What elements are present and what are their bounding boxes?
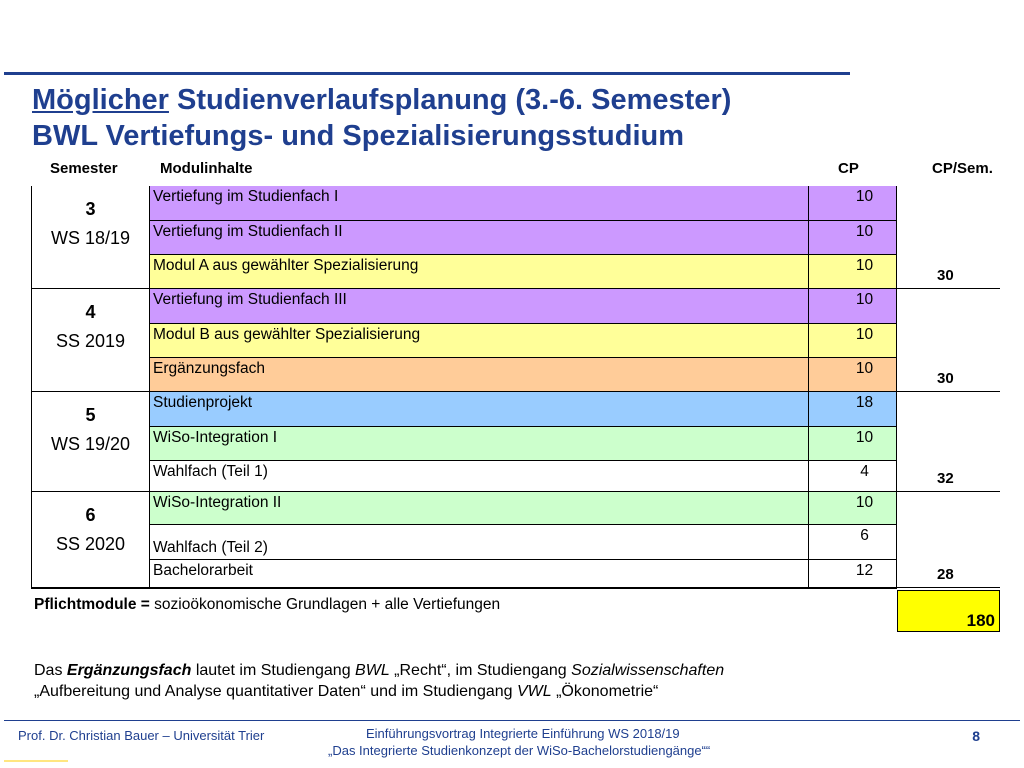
footer-rule <box>4 720 1020 721</box>
cp-cell: 18 <box>809 392 897 427</box>
semester-term: SS 2019 <box>55 331 126 351</box>
semester-number: 6 <box>85 505 96 525</box>
note-italic-term: BWL <box>355 662 390 679</box>
cp-cell: 10 <box>809 427 897 461</box>
note-text: „Ökonometrie“ <box>551 683 659 700</box>
semester-cp-total: 28 <box>897 566 1000 588</box>
title-line1-rest: Studienverlaufsplanung (3.-6. Semester) <box>168 84 732 116</box>
header-semester: Semester <box>50 160 118 177</box>
module-cell: Modul B aus gewählter Spezialisierung <box>150 324 809 358</box>
note-italic-term: Sozialwissenschaften <box>571 662 725 679</box>
cp-cell: 12 <box>809 560 897 588</box>
cp-cell: 10 <box>809 324 897 358</box>
cp-cell: 4 <box>809 461 897 492</box>
slide-title <box>32 82 731 154</box>
module-cell: WiSo-Integration II <box>150 492 809 525</box>
module-cell: Studienprojekt <box>150 392 809 427</box>
module-cell: Ergänzungsfach <box>150 358 809 392</box>
module-cell: Bachelorarbeit <box>150 560 809 588</box>
semester-cell <box>31 492 150 588</box>
footer-author: Prof. Dr. Christian Bauer – Universität Trier <box>18 728 265 743</box>
grand-total-cell: 180 <box>897 590 1000 632</box>
note-paragraph <box>34 660 934 702</box>
module-cell: Vertiefung im Studienfach II <box>150 221 809 255</box>
note-text: „Recht“, im Studiengang <box>389 662 572 679</box>
semester-term: SS 2020 <box>55 534 126 554</box>
note-italic-term: VWL <box>516 683 552 700</box>
note-text: lautet im Studiengang <box>191 662 356 679</box>
header-modules: Modulinhalte <box>160 160 253 177</box>
semester-number: 4 <box>85 302 96 322</box>
title-line2: BWL Vertiefungs- und Spezialisierungsstudium <box>32 120 685 152</box>
semester-cell <box>31 392 150 492</box>
note-bold-term: Ergänzungsfach <box>66 662 192 679</box>
semester-cp-total: 30 <box>897 370 1000 392</box>
note-text: Das <box>34 662 67 679</box>
module-cell: WiSo-Integration I <box>150 427 809 461</box>
cp-cell: 10 <box>809 255 897 289</box>
semester-cp-total: 30 <box>897 267 1000 289</box>
module-cell: Vertiefung im Studienfach I <box>150 186 809 221</box>
pflicht-rest: sozioökonomische Grundlagen + alle Vertiefungen <box>149 596 501 613</box>
module-cell: Wahlfach (Teil 1) <box>150 461 809 492</box>
table-bottom-line <box>31 588 897 589</box>
semester-term: WS 19/20 <box>50 434 131 454</box>
slide-number: 8 <box>972 728 980 744</box>
semester-cp-total: 32 <box>897 470 1000 492</box>
pflicht-text <box>34 596 500 614</box>
cp-cell: 10 <box>809 492 897 525</box>
module-cell: Modul A aus gewählter Spezialisierung <box>150 255 809 289</box>
top-rule <box>4 72 850 75</box>
decorative-mark <box>4 760 68 762</box>
cp-cell: 10 <box>809 289 897 324</box>
cp-cell: 10 <box>809 221 897 255</box>
semester-cell <box>31 186 150 289</box>
note-text: „Aufbereitung und Analyse quantitativer Daten“ und im Studiengang <box>34 683 517 700</box>
semester-term: WS 18/19 <box>50 228 131 248</box>
cp-cell: 10 <box>809 186 897 221</box>
cp-cell: 6 <box>809 525 897 560</box>
semester-number: 5 <box>85 405 96 425</box>
module-cell: Vertiefung im Studienfach III <box>150 289 809 324</box>
footer-event-line2: „Das Integrierte Studienkonzept der WiSo-Bachelorstudiengänge““ <box>328 743 711 758</box>
module-cell: Wahlfach (Teil 2) <box>150 525 809 560</box>
semester-number: 3 <box>85 199 96 219</box>
header-cp-sem: CP/Sem. <box>932 160 993 177</box>
pflicht-label: Pflichtmodule = <box>34 596 150 613</box>
title-underlined-word: Möglicher <box>32 84 169 116</box>
cp-cell: 10 <box>809 358 897 392</box>
header-cp: CP <box>838 160 859 177</box>
footer-event-line1: Einführungsvortrag Integrierte Einführung WS 2018/19 <box>366 726 680 741</box>
semester-cell <box>31 289 150 392</box>
